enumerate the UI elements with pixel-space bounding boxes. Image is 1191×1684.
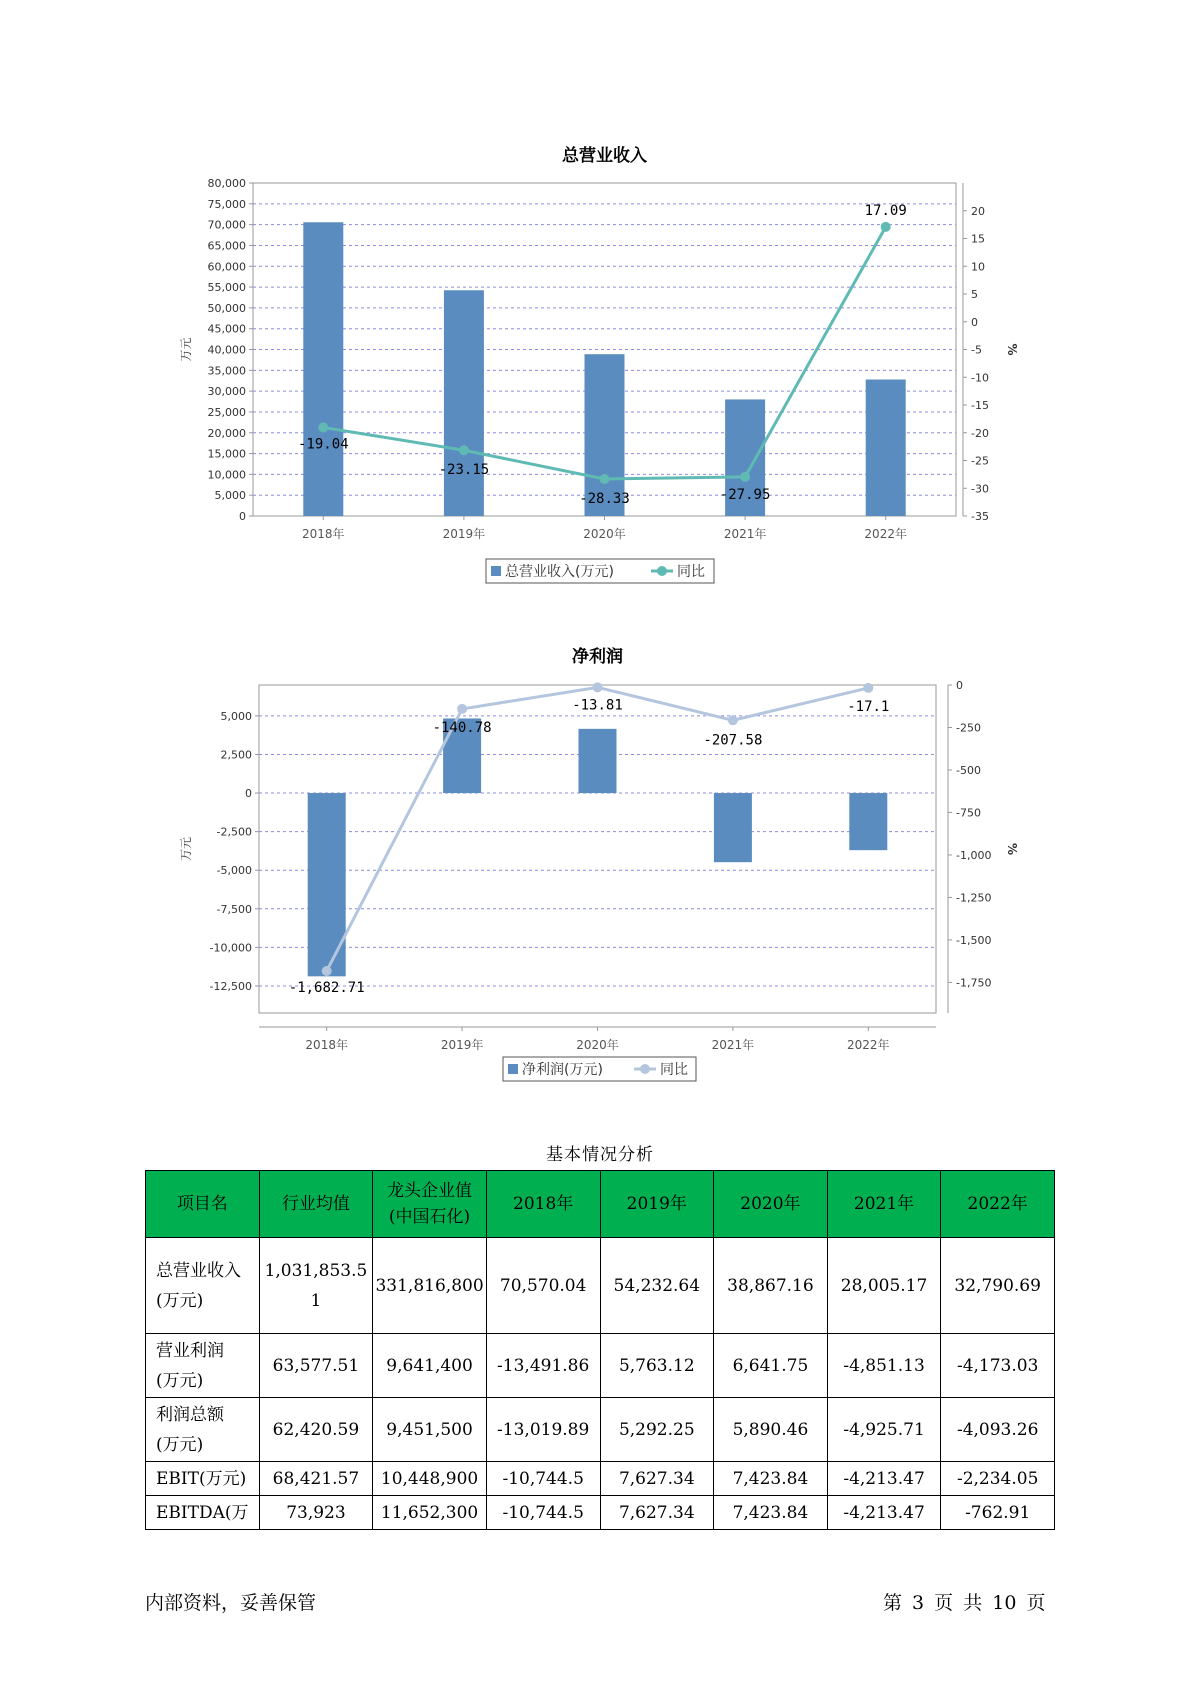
table-cell: 7,423.84 bbox=[714, 1496, 828, 1530]
legend-line-label: 同比 bbox=[677, 564, 705, 580]
y-tick-label: 2,500 bbox=[220, 748, 252, 762]
table-cell: -4,925.71 bbox=[827, 1398, 941, 1462]
data-label: -23.15 bbox=[438, 462, 490, 479]
net-profit-chart bbox=[0, 620, 1191, 1140]
y-tick-label: 60,000 bbox=[207, 260, 246, 274]
yoy-point bbox=[728, 715, 738, 725]
y-tick-label: 65,000 bbox=[207, 239, 246, 253]
legend-bar-swatch bbox=[508, 1064, 518, 1074]
y-tick-label: 35,000 bbox=[207, 364, 246, 378]
row-label bbox=[146, 1334, 260, 1398]
bar bbox=[714, 793, 752, 862]
legend-line-label: 同比 bbox=[660, 1062, 688, 1078]
table-cell: 5,890.46 bbox=[714, 1398, 828, 1462]
bar bbox=[866, 380, 906, 516]
header-item-name: 项目名 bbox=[146, 1171, 260, 1238]
y2-tick-label: -1,250 bbox=[956, 891, 992, 905]
table-cell: -4,851.13 bbox=[827, 1334, 941, 1398]
table-cell: 7,423.84 bbox=[714, 1462, 828, 1496]
table-cell: 68,421.57 bbox=[259, 1462, 373, 1496]
y2-tick-label: 0 bbox=[971, 315, 978, 329]
bar bbox=[308, 793, 346, 976]
header-2021: 2021年 bbox=[827, 1171, 941, 1238]
table-cell: 9,451,500 bbox=[373, 1398, 487, 1462]
y2-tick-label: 15 bbox=[971, 232, 985, 246]
table-header-row bbox=[146, 1171, 1055, 1238]
y-tick-label: 70,000 bbox=[207, 218, 246, 232]
y2-tick-label: -10 bbox=[971, 371, 989, 385]
header-2018: 2018年 bbox=[486, 1171, 600, 1238]
data-label: 17.09 bbox=[864, 202, 907, 219]
y2-tick-label: -250 bbox=[956, 721, 981, 735]
row-label-line1: 利润总额 bbox=[156, 1404, 224, 1425]
yoy-point bbox=[457, 704, 467, 714]
header-2019: 2019年 bbox=[600, 1171, 714, 1238]
y2-tick-label: 5 bbox=[971, 288, 978, 301]
y2-tick-label: -30 bbox=[971, 482, 989, 496]
table-cell: -13,491.86 bbox=[486, 1334, 600, 1398]
basic-analysis-table bbox=[145, 1170, 1055, 1530]
y-tick-label: -2,500 bbox=[216, 825, 252, 839]
y-tick-label: 0 bbox=[239, 510, 246, 523]
y2-tick-label: -1,750 bbox=[956, 976, 992, 990]
table-cell: 5,292.25 bbox=[600, 1398, 714, 1462]
row-label-line2: (万元) bbox=[156, 1434, 204, 1455]
y-tick-label: 30,000 bbox=[207, 385, 246, 399]
data-label: -17.1 bbox=[847, 698, 890, 715]
bar bbox=[849, 793, 887, 850]
table-cell: 331,816,800 bbox=[373, 1238, 487, 1334]
y-tick-label: -5,000 bbox=[216, 864, 252, 878]
data-label: -13.81 bbox=[572, 697, 623, 714]
table-cell: 9,641,400 bbox=[373, 1334, 487, 1398]
legend-bar-label: 总营业收入(万元) bbox=[505, 564, 614, 580]
legend-bar-label: 净利润(万元) bbox=[522, 1062, 603, 1078]
y-tick-label: 10,000 bbox=[207, 468, 246, 482]
table-cell: -2,234.05 bbox=[941, 1462, 1055, 1496]
table-row bbox=[146, 1496, 1055, 1530]
data-label: -207.58 bbox=[703, 732, 763, 749]
table-cell: 63,577.51 bbox=[259, 1334, 373, 1398]
legend-line-marker bbox=[640, 1064, 650, 1074]
header-leader-line1: 龙头企业值 bbox=[387, 1181, 473, 1201]
header-2022: 2022年 bbox=[941, 1171, 1055, 1238]
table-cell: 5,763.12 bbox=[600, 1334, 714, 1398]
x-tick-label: 2018年 bbox=[305, 1038, 348, 1052]
table-cell: 32,790.69 bbox=[941, 1238, 1055, 1334]
table-cell: -13,019.89 bbox=[486, 1398, 600, 1462]
data-label: -140.78 bbox=[432, 719, 492, 736]
y-tick-label: -12,500 bbox=[209, 979, 252, 993]
y2-tick-label: -20 bbox=[971, 426, 989, 440]
table-cell: -10,744.5 bbox=[486, 1496, 600, 1530]
table-cell: 28,005.17 bbox=[827, 1238, 941, 1334]
data-label: -27.95 bbox=[719, 486, 771, 503]
yoy-point bbox=[600, 474, 610, 484]
legend-bar-swatch bbox=[491, 566, 501, 576]
bar bbox=[579, 729, 617, 793]
y2-tick-label: 0 bbox=[956, 679, 963, 692]
row-label-line1: 总营业收入 bbox=[156, 1260, 241, 1281]
y2-axis-label: % bbox=[1005, 343, 1019, 356]
bar bbox=[444, 290, 484, 516]
x-tick-label: 2021年 bbox=[723, 527, 767, 541]
table-cell: 54,232.64 bbox=[600, 1238, 714, 1334]
row-label bbox=[146, 1462, 260, 1496]
row-label-line2: (万元) bbox=[156, 1370, 204, 1391]
y2-tick-label: -25 bbox=[971, 454, 989, 468]
row-label-line1: 营业利润 bbox=[156, 1340, 224, 1361]
table-cell: 73,923 bbox=[259, 1496, 373, 1530]
y2-tick-label: -1,500 bbox=[956, 933, 992, 947]
y-tick-label: 15,000 bbox=[207, 447, 246, 461]
y2-tick-label: -1,000 bbox=[956, 848, 992, 862]
x-tick-label: 2019年 bbox=[440, 1038, 484, 1052]
table-cell: 11,652,300 bbox=[373, 1496, 487, 1530]
chart-title: 净利润 bbox=[572, 647, 623, 667]
y2-tick-label: -15 bbox=[971, 399, 989, 412]
legend-line-marker bbox=[657, 566, 667, 576]
chart-title: 总营业收入 bbox=[562, 146, 647, 166]
table-cell: -4,213.47 bbox=[827, 1496, 941, 1530]
data-label: -19.04 bbox=[298, 436, 349, 453]
table-row bbox=[146, 1462, 1055, 1496]
header-2020: 2020年 bbox=[714, 1171, 828, 1238]
row-label-line1: EBITDA(万 bbox=[156, 1502, 249, 1523]
yoy-point bbox=[322, 966, 332, 976]
table-cell: 38,867.16 bbox=[714, 1238, 828, 1334]
table-cell: -762.91 bbox=[941, 1496, 1055, 1530]
table-cell: 7,627.34 bbox=[600, 1462, 714, 1496]
table-caption: 基本情况分析 bbox=[546, 1145, 654, 1165]
row-label bbox=[146, 1496, 260, 1530]
y-tick-label: 5,000 bbox=[220, 709, 252, 723]
y2-tick-label: -35 bbox=[971, 510, 989, 523]
x-tick-label: 2018年 bbox=[302, 527, 345, 541]
row-label-line2: (万元) bbox=[156, 1290, 204, 1311]
y-tick-label: 0 bbox=[245, 787, 252, 801]
table-cell: 6,641.75 bbox=[714, 1334, 828, 1398]
y-tick-label: 25,000 bbox=[207, 405, 246, 419]
table-cell: 10,448,900 bbox=[373, 1462, 487, 1496]
data-label: -28.33 bbox=[579, 490, 630, 507]
y-tick-label: 20,000 bbox=[207, 426, 246, 440]
yoy-point bbox=[740, 472, 750, 482]
y-tick-label: -7,500 bbox=[216, 902, 252, 916]
y2-tick-label: 20 bbox=[971, 204, 985, 218]
header-leader bbox=[373, 1171, 487, 1238]
y-tick-label: 50,000 bbox=[207, 301, 246, 315]
row-label bbox=[146, 1238, 260, 1334]
table-cell: -4,213.47 bbox=[827, 1462, 941, 1496]
table-cell: -4,173.03 bbox=[941, 1334, 1055, 1398]
y-tick-label: 45,000 bbox=[207, 322, 246, 336]
bar bbox=[303, 222, 343, 516]
yoy-point bbox=[593, 682, 603, 692]
yoy-point bbox=[881, 222, 891, 232]
row-label-line1: EBIT(万元) bbox=[156, 1468, 247, 1489]
x-tick-label: 2022年 bbox=[847, 1038, 890, 1052]
yoy-point bbox=[318, 422, 328, 432]
header-industry-avg: 行业均值 bbox=[259, 1171, 373, 1238]
y-tick-label: -10,000 bbox=[209, 941, 252, 955]
data-label: -1,682.71 bbox=[288, 979, 365, 996]
yoy-point bbox=[863, 683, 873, 693]
x-tick-label: 2020年 bbox=[576, 1038, 619, 1052]
header-leader-line2: (中国石化) bbox=[388, 1207, 471, 1227]
table-cell: -10,744.5 bbox=[486, 1462, 600, 1496]
footer-page-number: 第 3 页 共 10 页 bbox=[883, 1592, 1046, 1614]
y-axis-label: 万元 bbox=[179, 836, 193, 862]
y-tick-label: 5,000 bbox=[214, 489, 246, 503]
row-label bbox=[146, 1398, 260, 1462]
table-cell: 70,570.04 bbox=[486, 1238, 600, 1334]
y-tick-label: 80,000 bbox=[207, 177, 246, 190]
yoy-point bbox=[459, 445, 469, 455]
x-tick-label: 2019年 bbox=[442, 527, 486, 541]
revenue-chart bbox=[0, 0, 1191, 600]
table-row bbox=[146, 1238, 1055, 1334]
y-tick-label: 40,000 bbox=[207, 343, 246, 357]
y-tick-label: 55,000 bbox=[207, 281, 246, 295]
y2-axis-label: % bbox=[1005, 842, 1019, 856]
table-cell: 62,420.59 bbox=[259, 1398, 373, 1462]
table-cell: 1,031,853.51 bbox=[259, 1238, 373, 1334]
x-tick-label: 2021年 bbox=[711, 1038, 755, 1052]
x-tick-label: 2020年 bbox=[583, 527, 626, 541]
y-axis-label: 万元 bbox=[179, 337, 193, 362]
y2-tick-label: 10 bbox=[971, 260, 985, 274]
table-row bbox=[146, 1398, 1055, 1462]
y2-tick-label: -5 bbox=[971, 343, 982, 357]
table-cell: -4,093.26 bbox=[941, 1398, 1055, 1462]
table-cell: 7,627.34 bbox=[600, 1496, 714, 1530]
y-tick-label: 75,000 bbox=[207, 197, 246, 211]
y2-tick-label: -500 bbox=[956, 763, 981, 777]
x-tick-label: 2022年 bbox=[864, 527, 907, 541]
table-row bbox=[146, 1334, 1055, 1398]
footer-confidential: 内部资料，妥善保管 bbox=[145, 1592, 317, 1614]
y2-tick-label: -750 bbox=[956, 806, 981, 820]
